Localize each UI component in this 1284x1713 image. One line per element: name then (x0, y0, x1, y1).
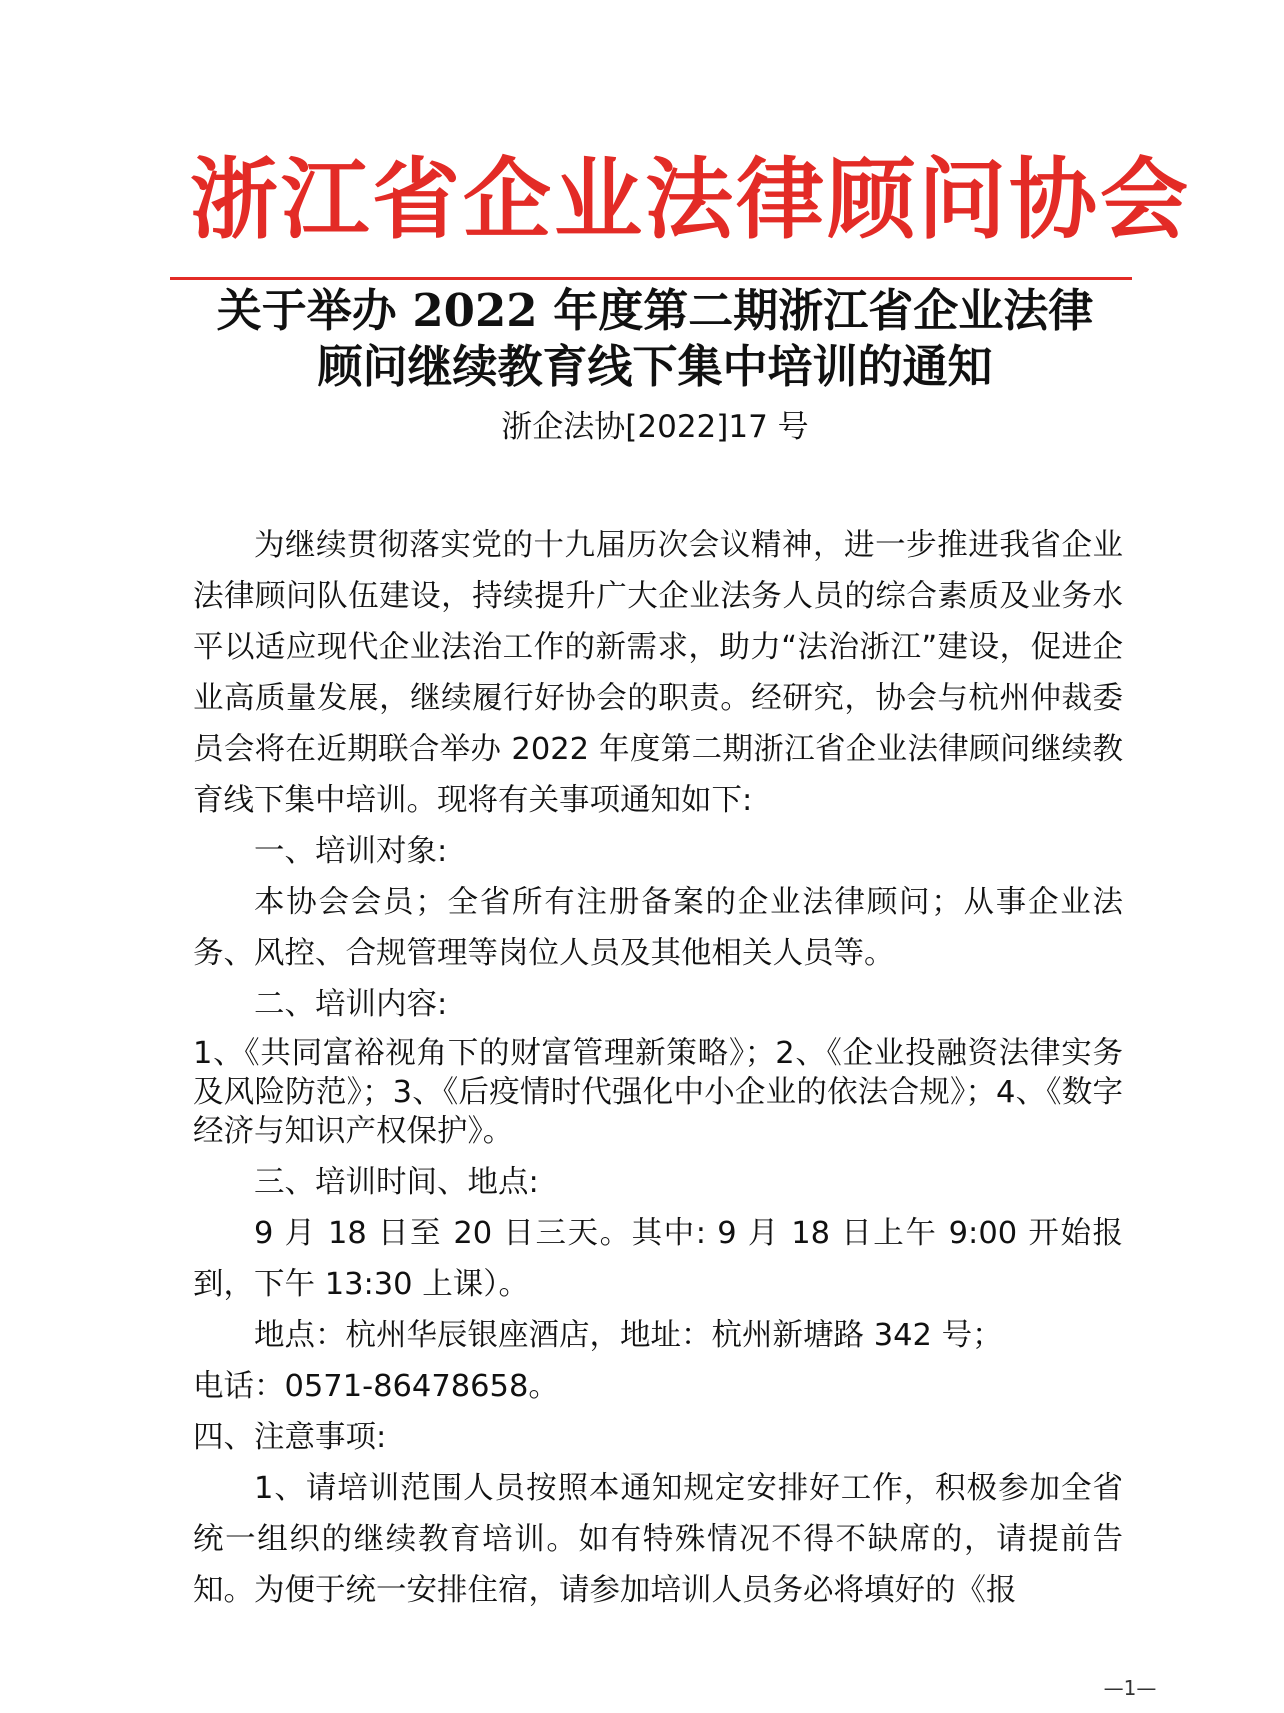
notice-title (190, 283, 1120, 395)
section-2-text: 1、《共同富裕视角下的财富管理新策略》；2、《企业投融资法律实务及风险防范》；3、《后疫情时代强化中小企业的依法合规》；4、《数字经济与知识产权保护》。 (193, 1036, 1123, 1149)
title-line-2: 顾问继续教育线下集中培训的通知 (317, 340, 993, 393)
document-number: 浙企法协[2022]17 号 (501, 409, 809, 445)
section-2-heading: 二、培训内容: (254, 987, 448, 1022)
section-3-time: 9 月 18 日至 20 日三天。其中: 9 月 18 日上午 9:00 开始报到，下午 13:30 上课）。 (193, 1216, 1123, 1302)
notice-body (193, 520, 1123, 1616)
title-line-1: 关于举办 2022 年度第二期浙江省企业法律 (216, 284, 1094, 337)
section-4-heading: 四、注意事项: (193, 1420, 387, 1455)
page-number: —1— (1103, 1676, 1157, 1700)
section-1-text: 本协会会员；全省所有注册备案的企业法律顾问；从事企业法务、风控、合规管理等岗位人员及其他相关人员等。 (193, 885, 1123, 971)
red-divider-line (170, 277, 1132, 280)
section-3-place: 地点：杭州华辰银座酒店，地址：杭州新塘路 342 号； (254, 1318, 1003, 1353)
intro-paragraph: 为继续贯彻落实党的十九届历次会议精神，进一步推进我省企业法律顾问队伍建设，持续提升广大企业法务人员的综合素质及业务水平以适应现代企业法治工作的新需求，助力“法治浙江”建设，促进企业高质量发展，继续履行好协会的职责。经研究，协会与杭州仲裁委员会将在近期联合举办 2022 年度第二期浙江省企业法律顾问继续教育线下集中培训。现将有关事项通知如下: (193, 528, 1123, 818)
section-3-heading: 三、培训时间、地点: (254, 1165, 539, 1200)
section-1-heading: 一、培训对象: (254, 834, 448, 869)
section-3-phone: 电话：0571-86478658。 (193, 1369, 559, 1404)
section-4-text: 1、请培训范围人员按照本通知规定安排好工作，积极参加全省统一组织的继续教育培训。如有特殊情况不得不缺席的，请提前告知。为便于统一安排住宿，请参加培训人员务必将填好的《报 (193, 1471, 1123, 1608)
organization-masthead: 浙江省企业法律顾问协会 (190, 148, 1192, 251)
